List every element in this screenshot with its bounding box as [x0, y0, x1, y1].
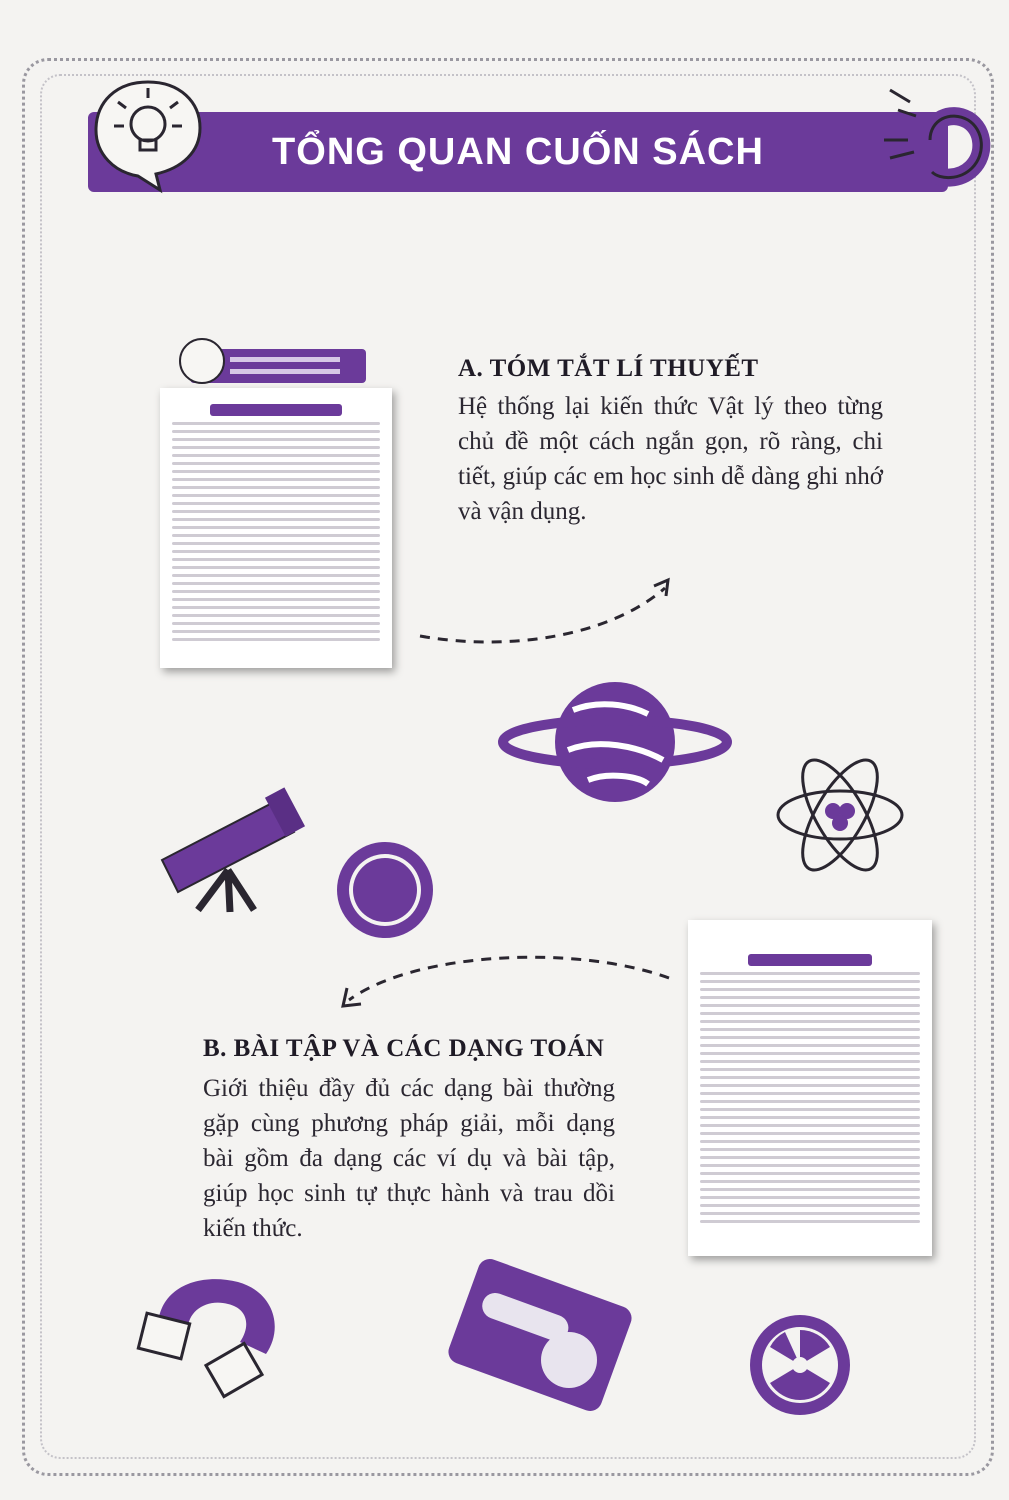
section-b-body: Giới thiệu đầy đủ các dạng bài thường gặp cùng phương pháp giải, mỗi dạng bài gồm đa dạng các ví dụ và bài tập, giúp học sinh tự thực hành và trau dồi kiến thức. [203, 1075, 615, 1242]
telescope-icon [158, 780, 308, 920]
planet-icon [498, 680, 728, 810]
magnet-icon [880, 80, 1000, 200]
sun-icon [330, 830, 440, 950]
section-a-title: A. TÓM TẮT LÍ THUYẾT [458, 355, 759, 382]
section-b-thumbnail [688, 920, 932, 1256]
section-b-title: B. BÀI TẬP VÀ CÁC DẠNG TOÁN [203, 1035, 605, 1062]
section-a-thumbnail [160, 388, 392, 668]
lightbulb-icon [88, 74, 208, 194]
dashed-arrow-b [335, 950, 675, 1020]
atom-icon [770, 745, 910, 885]
dashed-arrow-a [410, 570, 690, 660]
section-a-thumbnail-header [170, 325, 370, 385]
radiation-icon [745, 1310, 855, 1420]
section-a-body: Hệ thống lại kiến thức Vật lý theo từng chủ đề một cách ngắn gọn, rõ ràng, chi tiết, giúp các em học sinh dễ dàng ghi nhớ và vận dụng. [458, 393, 883, 525]
page-title: TỔNG QUAN CUỐN SÁCH [272, 130, 764, 173]
thermometer-icon [445, 1260, 635, 1420]
horseshoe-magnet-icon [128, 1268, 288, 1408]
